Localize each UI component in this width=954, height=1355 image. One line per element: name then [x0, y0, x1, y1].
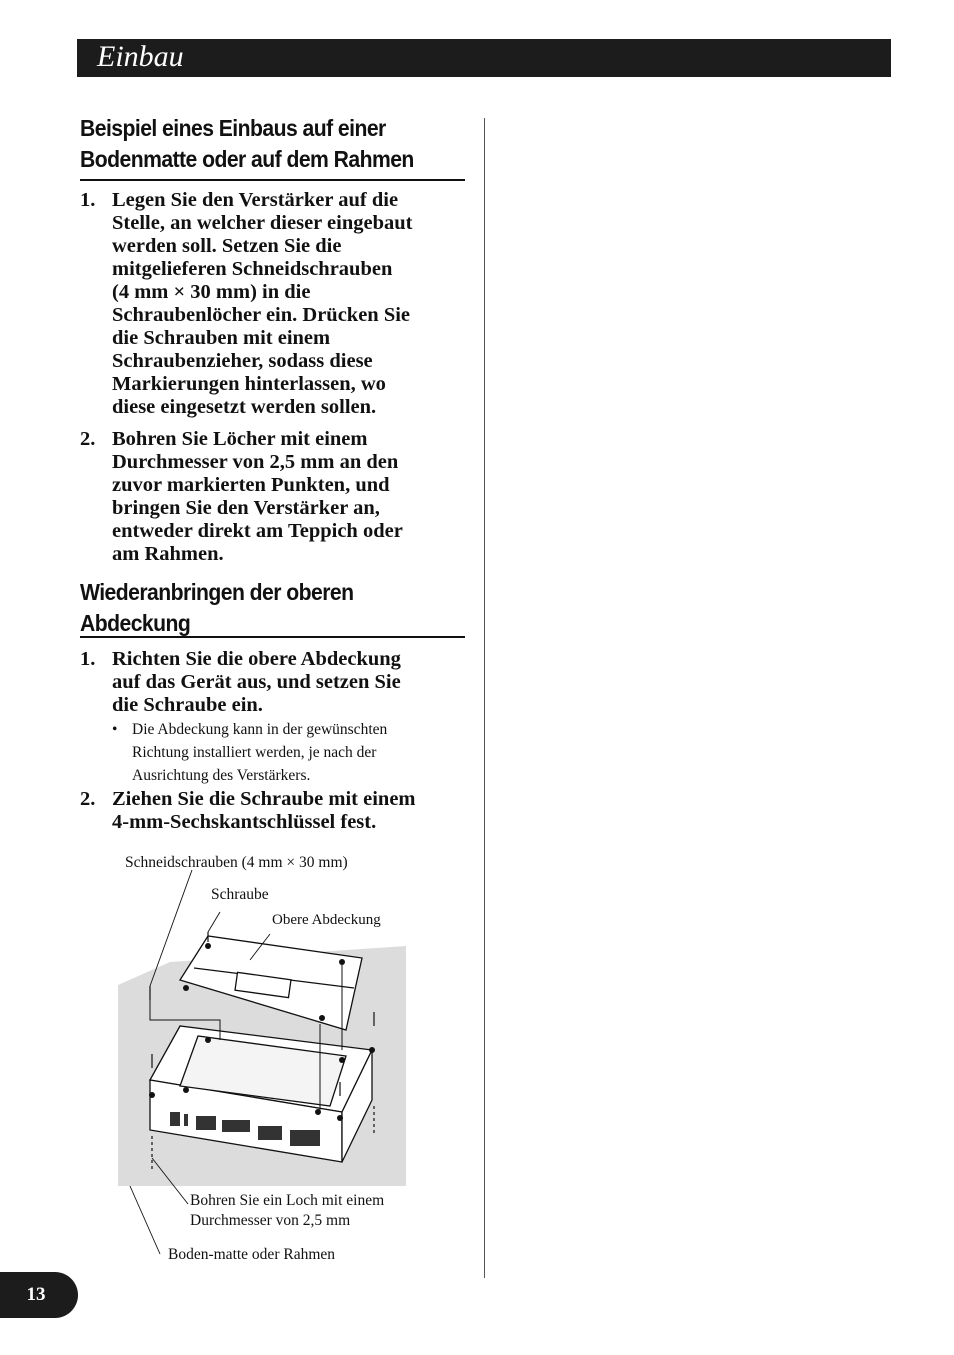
step-line: mitgelieferen Schneidschrauben — [112, 258, 393, 280]
step-line: 4-mm-Sechskantschlüssel fest. — [112, 811, 377, 833]
step-item — [80, 788, 470, 834]
heading-rule — [80, 636, 465, 638]
note-line: Ausrichtung des Verstärkers. — [132, 767, 311, 784]
note-line: Richtung installiert werden, je nach der — [132, 744, 377, 761]
step-text — [112, 648, 470, 717]
step-number: 1. — [80, 648, 96, 670]
column-divider — [484, 118, 485, 1278]
label-line: Durchmesser von 2,5 mm — [190, 1212, 351, 1229]
step-item — [80, 648, 470, 717]
page-section-title: Einbau — [97, 40, 184, 73]
heading-line: Abdeckung — [80, 610, 191, 636]
step-line: bringen Sie den Verstärker an, — [112, 497, 380, 519]
step-number: 2. — [80, 428, 96, 450]
section-heading-cover — [80, 577, 434, 639]
step-line: Markierungen hinterlassen, wo — [112, 373, 386, 395]
step-item — [80, 189, 470, 419]
step-number: 2. — [80, 788, 96, 810]
label-tapping-screws: Schneidschrauben (4 mm × 30 mm) — [125, 854, 348, 871]
step-line: Durchmesser von 2,5 mm an den — [112, 451, 399, 473]
label-drill-hole — [190, 1191, 384, 1231]
step-line: entweder direkt am Teppich oder — [112, 520, 403, 542]
step-line: Ziehen Sie die Schraube mit einem — [112, 788, 416, 810]
page-number-tab — [0, 1272, 78, 1318]
step-line: Bohren Sie Löcher mit einem — [112, 428, 368, 450]
note-text — [132, 718, 462, 787]
step-line: werden soll. Setzen Sie die — [112, 235, 342, 257]
step-line: Schraubenzieher, sodass diese — [112, 350, 373, 372]
step-number: 1. — [80, 189, 96, 211]
step-item — [80, 428, 470, 566]
step-line: die Schrauben mit einem — [112, 327, 331, 349]
step-line: Legen Sie den Verstärker auf die — [112, 189, 399, 211]
label-floor-mat: Boden-matte oder Rahmen — [168, 1246, 336, 1263]
heading-rule — [80, 179, 465, 181]
step-text — [112, 788, 470, 834]
heading-line: Bodenmatte oder auf dem Rahmen — [80, 146, 414, 172]
installation-diagram — [110, 850, 440, 1270]
step-line: auf das Gerät aus, und setzen Sie — [112, 671, 401, 693]
step-line: Stelle, an welcher dieser eingebaut — [112, 212, 413, 234]
heading-line: Beispiel eines Einbaus auf einer — [80, 115, 386, 141]
step-line: Schraubenlöcher ein. Drücken Sie — [112, 304, 411, 326]
page-number: 13 — [26, 1284, 46, 1305]
note-bullet — [112, 718, 462, 787]
step-line: (4 mm × 30 mm) in die — [112, 281, 311, 303]
step-line: Richten Sie die obere Abdeckung — [112, 648, 401, 670]
step-line: zuvor markierten Punkten, und — [112, 474, 390, 496]
bullet-symbol: • — [112, 721, 118, 738]
label-top-cover: Obere Abdeckung — [272, 912, 381, 928]
note-line: Die Abdeckung kann in der gewünschten — [132, 721, 388, 738]
step-text — [112, 189, 470, 419]
label-line: Bohren Sie ein Loch mit einem — [190, 1192, 385, 1209]
step-line: diese eingesetzt werden sollen. — [112, 396, 377, 418]
heading-line: Wiederanbringen der oberen — [80, 579, 354, 605]
step-line: die Schraube ein. — [112, 694, 263, 716]
section-heading-mounting — [80, 113, 434, 175]
step-line: am Rahmen. — [112, 543, 224, 565]
header-bar — [77, 39, 891, 77]
label-screw: Schraube — [211, 886, 269, 903]
step-text — [112, 428, 470, 566]
